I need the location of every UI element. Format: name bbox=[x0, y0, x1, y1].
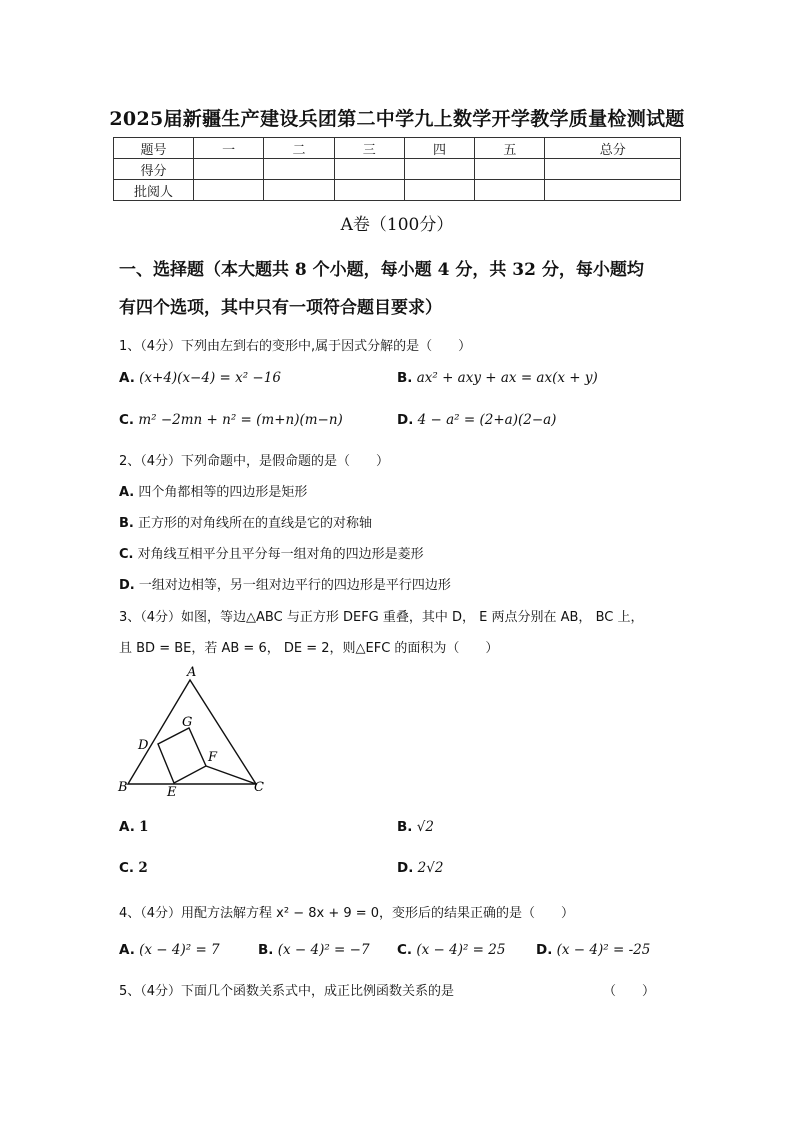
option-2d bbox=[119, 574, 451, 593]
table-row bbox=[114, 180, 681, 201]
triangle-square-figure bbox=[110, 660, 280, 800]
option-label: A. bbox=[119, 485, 135, 500]
option-text: √2 bbox=[416, 819, 434, 835]
table-cell: 五 bbox=[475, 138, 545, 159]
option-text: (x − 4)² = −7 bbox=[277, 942, 370, 958]
label-a: A bbox=[187, 665, 197, 680]
option-1a bbox=[119, 370, 281, 386]
part-heading-line1: 一、选择题（本大题共 8 个小题，每小题 4 分，共 32 分，每小题均 bbox=[119, 260, 644, 280]
option-text: 四个角都相等的四边形是矩形 bbox=[138, 485, 308, 500]
option-label: B. bbox=[397, 819, 413, 835]
table-cell bbox=[475, 159, 545, 180]
option-text: 对角线互相平分且平分每一组对角的四边形是菱形 bbox=[137, 547, 424, 562]
table-cell bbox=[194, 159, 264, 180]
option-text: m² −2mn + n² = (m+n)(m−n) bbox=[138, 412, 343, 428]
square-defg bbox=[158, 728, 206, 783]
option-3d bbox=[397, 860, 443, 876]
label-c: C bbox=[254, 780, 264, 795]
option-text: ax² + axy + ax = ax(x + y) bbox=[416, 370, 598, 386]
option-label: C. bbox=[119, 412, 135, 428]
label-b: B bbox=[118, 780, 128, 795]
option-label: A. bbox=[119, 370, 135, 386]
option-text: 2 bbox=[138, 860, 148, 876]
option-label: D. bbox=[397, 412, 414, 428]
option-label: D. bbox=[397, 860, 414, 876]
option-2b bbox=[119, 512, 372, 531]
table-cell: 得分 bbox=[114, 159, 194, 180]
exam-title: 2025届新疆生产建设兵团第二中学九上数学开学教学质量检测试题 bbox=[109, 108, 685, 130]
table-cell bbox=[545, 159, 681, 180]
table-cell: 四 bbox=[404, 138, 474, 159]
option-label: B. bbox=[258, 942, 274, 958]
score-table bbox=[113, 137, 681, 201]
option-text: 2√2 bbox=[417, 860, 444, 876]
option-text: (x − 4)² = 25 bbox=[416, 942, 506, 958]
section-a-heading: A卷（100分） bbox=[340, 215, 454, 235]
option-2a bbox=[119, 481, 307, 500]
option-text: 一组对边相等，另一组对边平行的四边形是平行四边形 bbox=[138, 578, 451, 593]
option-label: C. bbox=[119, 860, 135, 876]
option-text: 4 − a² = (2+a)(2−a) bbox=[417, 412, 557, 428]
table-cell bbox=[334, 159, 404, 180]
option-1c bbox=[119, 412, 343, 428]
question-3-stem-line1: 3、（4分）如图，等边△ABC 与正方形 DEFG 重叠，其中 D， E 两点分别在 AB， BC 上， bbox=[119, 610, 644, 625]
table-cell bbox=[404, 180, 474, 201]
label-g: G bbox=[182, 715, 193, 730]
segment-fc bbox=[206, 766, 256, 784]
option-text: (x − 4)² = 7 bbox=[139, 942, 220, 958]
option-label: D. bbox=[536, 942, 553, 958]
option-4c bbox=[397, 942, 505, 958]
table-cell bbox=[545, 180, 681, 201]
table-cell: 一 bbox=[194, 138, 264, 159]
label-d: D bbox=[138, 738, 149, 753]
table-cell: 题号 bbox=[114, 138, 194, 159]
option-2c bbox=[119, 543, 424, 562]
option-3c bbox=[119, 860, 148, 876]
table-row bbox=[114, 138, 681, 159]
table-cell: 三 bbox=[334, 138, 404, 159]
table-cell bbox=[264, 159, 334, 180]
question-5-stem: 5、（4分）下面几个函数关系式中，成正比例函数关系的是 bbox=[119, 984, 455, 999]
option-1d bbox=[397, 412, 556, 428]
question-2-stem: 2、（4分）下列命题中，是假命题的是（ ） bbox=[119, 454, 390, 469]
table-cell bbox=[334, 180, 404, 201]
question-3-stem-line2: 且 BD = BE，若 AB = 6， DE = 2，则△EFC 的面积为（ ） bbox=[119, 641, 499, 656]
table-cell bbox=[194, 180, 264, 201]
triangle-abc bbox=[128, 680, 256, 784]
option-text: (x+4)(x−4) = x² −16 bbox=[139, 370, 281, 386]
table-cell bbox=[475, 180, 545, 201]
option-3b bbox=[397, 819, 434, 835]
option-label: D. bbox=[119, 578, 135, 593]
option-label: A. bbox=[119, 942, 135, 958]
question-4-stem: 4、（4分）用配方法解方程 x² − 8x + 9 = 0，变形后的结果正确的是（ ） bbox=[119, 906, 575, 921]
question-1-stem: 1、（4分）下列由左到右的变形中,属于因式分解的是（ ） bbox=[119, 339, 472, 354]
option-label: C. bbox=[119, 547, 134, 562]
label-e: E bbox=[167, 785, 177, 800]
option-text: 1 bbox=[139, 819, 149, 835]
option-4d bbox=[536, 942, 650, 958]
table-row bbox=[114, 159, 681, 180]
table-cell: 二 bbox=[264, 138, 334, 159]
part-heading-line2: 有四个选项，其中只有一项符合题目要求） bbox=[119, 298, 442, 318]
option-4b bbox=[258, 942, 370, 958]
option-3a bbox=[119, 819, 149, 835]
option-text: (x − 4)² = -25 bbox=[556, 942, 651, 958]
option-label: B. bbox=[397, 370, 413, 386]
table-cell bbox=[404, 159, 474, 180]
option-label: C. bbox=[397, 942, 413, 958]
option-text: 正方形的对角线所在的直线是它的对称轴 bbox=[138, 516, 373, 531]
option-1b bbox=[397, 370, 598, 386]
option-label: A. bbox=[119, 819, 135, 835]
table-cell: 批阅人 bbox=[114, 180, 194, 201]
option-4a bbox=[119, 942, 220, 958]
label-f: F bbox=[208, 750, 218, 765]
table-cell bbox=[264, 180, 334, 201]
answer-paren: （ ） bbox=[603, 984, 656, 999]
table-cell: 总分 bbox=[545, 138, 681, 159]
option-label: B. bbox=[119, 516, 134, 531]
